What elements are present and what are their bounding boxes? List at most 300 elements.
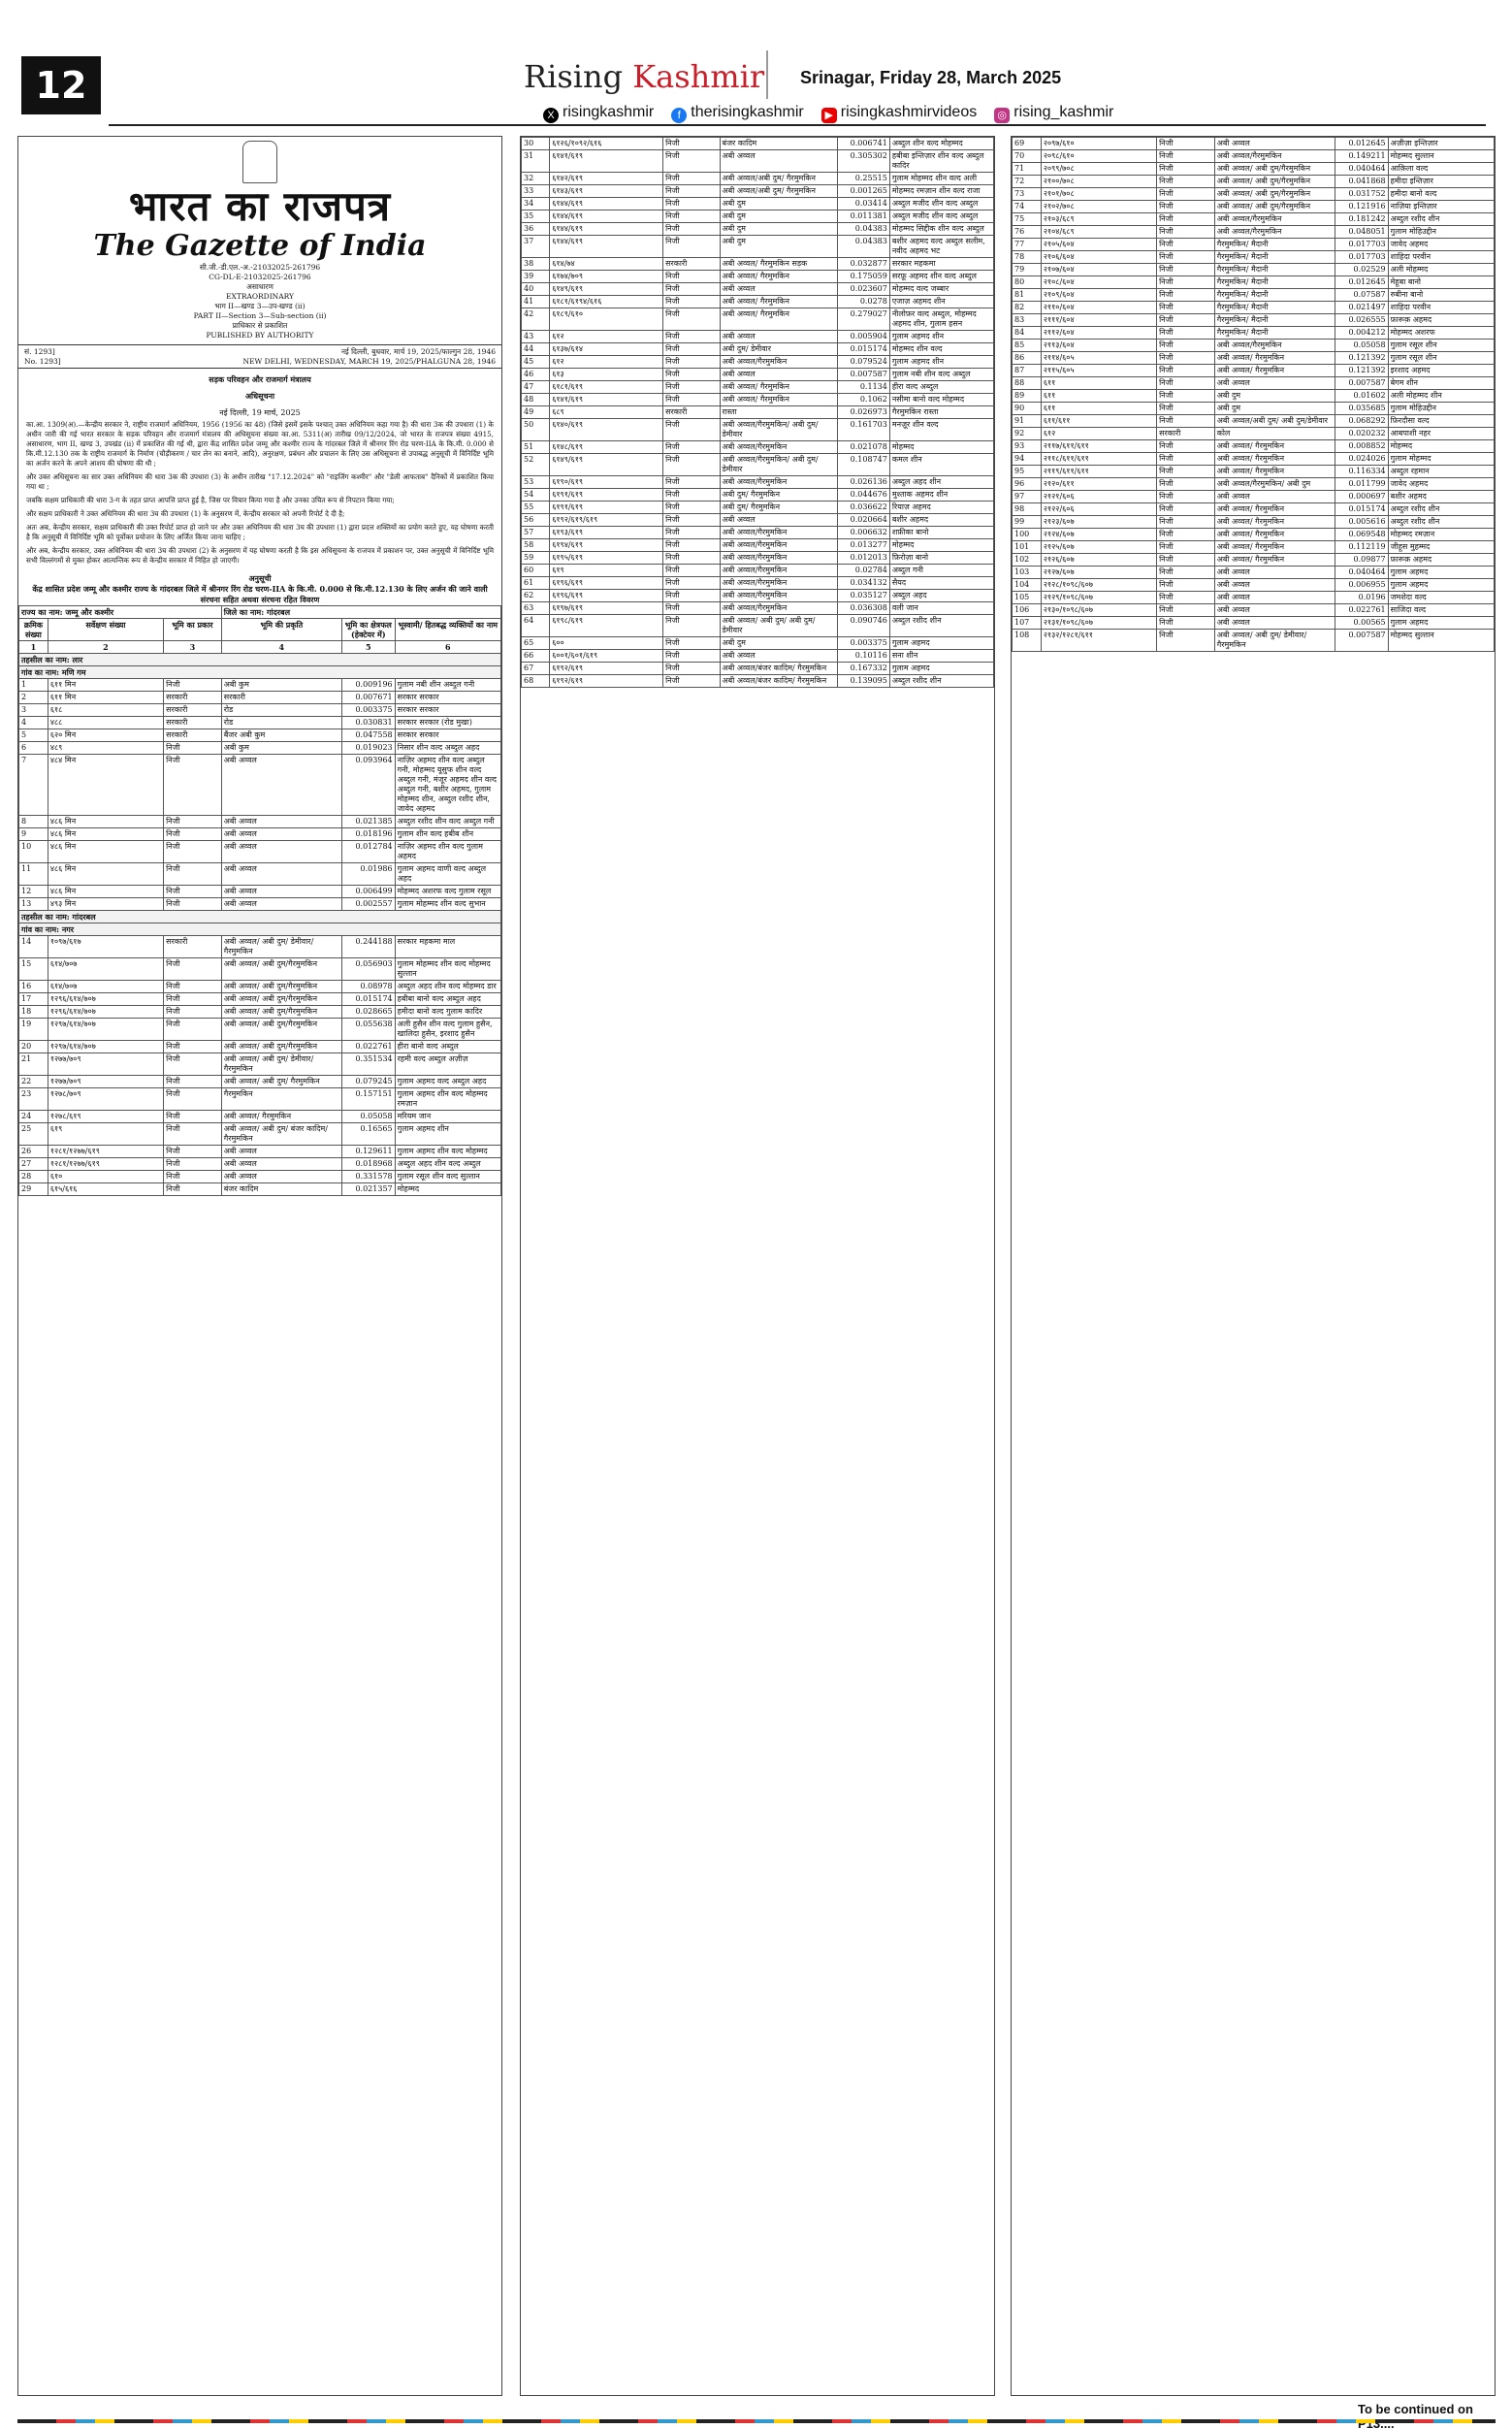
cell-owner: अब्दुल रहमान bbox=[1388, 466, 1494, 478]
social-youtube[interactable]: ▶ risingkashmirvideos bbox=[821, 104, 978, 123]
cell-serial: 70 bbox=[1013, 150, 1042, 163]
cell-area: 0.012784 bbox=[341, 841, 395, 863]
table-row bbox=[19, 816, 501, 828]
cell-area: 0.0278 bbox=[838, 296, 890, 308]
cell-land-type: निजी bbox=[1157, 314, 1215, 327]
cell-survey: २१०७/६०४ bbox=[1041, 264, 1156, 276]
cell-area: 0.05058 bbox=[1335, 340, 1388, 352]
cell-survey: ६१८ bbox=[48, 704, 163, 717]
cell-survey: ६११ bbox=[1041, 377, 1156, 390]
cell-land-nature: अबी अव्वल/ अबी दुम/गैरमुमकिन bbox=[221, 958, 341, 981]
table-row bbox=[1013, 478, 1495, 491]
cell-survey: ६११ bbox=[1041, 390, 1156, 403]
cell-land-nature: अबी अव्वल bbox=[1214, 617, 1335, 630]
district-label: जिले का नाम: गांदरबल bbox=[221, 606, 500, 619]
cell-owner: अब्दुल मजीद शीन वल्द अब्दुल bbox=[889, 211, 993, 223]
header-survey: सर्वेक्षण संख्या bbox=[48, 619, 163, 641]
table-row bbox=[19, 1019, 501, 1041]
cell-serial: 108 bbox=[1013, 630, 1042, 652]
cell-serial: 53 bbox=[522, 476, 550, 489]
cell-survey: ६१२६/१०९२/६१६ bbox=[550, 138, 663, 150]
cell-serial: 94 bbox=[1013, 453, 1042, 466]
table-row bbox=[522, 552, 994, 565]
cell-land-nature: अबी अव्वल/गैरमुमकिन/ अबी दुम/डेमीवार bbox=[720, 419, 838, 441]
cell-land-type: निजी bbox=[164, 1019, 222, 1041]
table-row bbox=[19, 936, 501, 958]
cell-serial: 91 bbox=[1013, 415, 1042, 428]
cell-land-type: निजी bbox=[663, 331, 720, 343]
table-row bbox=[1013, 327, 1495, 340]
cell-survey: २१२४/६०७ bbox=[1041, 529, 1156, 541]
cell-owner: नाज़िर अहमद शीन वल्द गुलाम अहमद bbox=[395, 841, 500, 863]
table-row bbox=[522, 236, 994, 258]
cell-land-nature: अबी अव्वल/गैरमुमकिन bbox=[720, 539, 838, 552]
cell-area: 0.035685 bbox=[1335, 403, 1388, 415]
cell-area: 0.116334 bbox=[1335, 466, 1388, 478]
cell-land-nature: अबी अव्वल bbox=[221, 1158, 341, 1171]
cell-serial: 32 bbox=[522, 173, 550, 185]
cell-survey: २१०५/६०४ bbox=[1041, 239, 1156, 251]
cell-survey: ४८८ bbox=[48, 717, 163, 729]
cell-land-type: निजी bbox=[164, 1111, 222, 1123]
cell-owner: गुलाम अहमद शीन bbox=[889, 356, 993, 369]
x-icon: X bbox=[543, 108, 559, 123]
dateline: Srinagar, Friday 28, March 2025 bbox=[800, 68, 1062, 87]
cell-owner: अब्दुल मजीद शीन वल्द अब्दुल bbox=[889, 198, 993, 211]
cell-land-nature: अबी अव्वल bbox=[221, 828, 341, 841]
national-emblem-icon bbox=[242, 141, 277, 183]
table-row bbox=[19, 755, 501, 816]
table-row bbox=[522, 271, 994, 283]
issue-date-english: NEW DELHI, WEDNESDAY, MARCH 19, 2025/PHALGUNA 28, 1946 bbox=[242, 357, 496, 366]
cell-serial: 99 bbox=[1013, 516, 1042, 529]
cell-area: 0.015174 bbox=[341, 993, 395, 1006]
cell-survey: २१२७/६०७ bbox=[1041, 567, 1156, 579]
cell-owner: रुबीना बानो bbox=[1388, 289, 1494, 302]
cell-survey: ६१३ bbox=[550, 369, 663, 381]
cell-serial: 51 bbox=[522, 441, 550, 454]
cell-area: 0.167332 bbox=[838, 663, 890, 675]
table-row bbox=[1013, 554, 1495, 567]
cell-serial: 5 bbox=[19, 729, 48, 742]
cell-survey: १२७७/७०९ bbox=[48, 1053, 163, 1076]
cell-land-nature: अबी अव्वल/गैरमुमकिन bbox=[1214, 150, 1335, 163]
cell-survey: ४८६ मिन bbox=[48, 863, 163, 886]
cell-land-type: निजी bbox=[1157, 213, 1215, 226]
cell-owner: मोहम्मद रमज़ान bbox=[1388, 529, 1494, 541]
cell-owner: अब्दुल रशीद शीन bbox=[1388, 516, 1494, 529]
cell-land-type: निजी bbox=[164, 816, 222, 828]
cell-serial: 2 bbox=[19, 692, 48, 704]
cell-owner: अब्दुल गनी bbox=[889, 565, 993, 577]
cell-land-type: निजी bbox=[164, 863, 222, 886]
cell-land-nature: अबी दुम bbox=[720, 198, 838, 211]
cell-survey: ६१९६/६१९ bbox=[550, 590, 663, 602]
cell-owner: अब्दुल शीन वल्द मोहम्मद bbox=[889, 138, 993, 150]
cell-survey: ६१० bbox=[48, 1171, 163, 1183]
cell-owner: मोहम्मद bbox=[889, 539, 993, 552]
tehsil-label: तहसील का नाम: गांदरबल bbox=[19, 911, 501, 923]
cell-serial: 69 bbox=[1013, 138, 1042, 150]
cell-land-type: निजी bbox=[164, 679, 222, 692]
cell-land-nature: अबी अव्वल/ अबी दुम/ डेमीवार/ गैरमुमकिन bbox=[221, 936, 341, 958]
cell-area: 0.012645 bbox=[1335, 138, 1388, 150]
table-row bbox=[522, 675, 994, 688]
cell-survey: २१०८/६०४ bbox=[1041, 276, 1156, 289]
cell-land-type: निजी bbox=[164, 993, 222, 1006]
cell-owner: गुलाम अहमद bbox=[889, 637, 993, 650]
table-row bbox=[1013, 213, 1495, 226]
cell-owner: अली हुसैन शीन वल्द गुलाम हुसैन, खालिदा हुसैन, इरशाद हुसैन bbox=[395, 1019, 500, 1041]
cell-owner: अब्दुल अहद शीन bbox=[889, 476, 993, 489]
table-row bbox=[1013, 365, 1495, 377]
cell-survey: २१२८/१०९८/६०७ bbox=[1041, 579, 1156, 592]
cell-land-nature: अबी अव्वल/ गैरमुमकिन bbox=[1214, 554, 1335, 567]
cell-owner: रहमी वल्द अब्दुल अज़ीज़ bbox=[395, 1053, 500, 1076]
cell-area: 0.044676 bbox=[838, 489, 890, 502]
cell-land-type: निजी bbox=[663, 552, 720, 565]
cell-survey: ६१९ bbox=[550, 565, 663, 577]
cell-land-nature: गैरमुमकिन/ मैदानी bbox=[1214, 276, 1335, 289]
paragraph-2: और उक्त अधिसूचना का सार उक्त अधिनियम की धारा 3क की उपधारा (3) के अधीन तारीख "17.12.2024" को "राइजिंग कश्मीर" और "डेली आफताब" दैनिकों में प्रकाशित किया गया था ; bbox=[26, 472, 494, 491]
cell-survey: २१२१/६०६ bbox=[1041, 491, 1156, 503]
cell-owner: हबीबा इन्तिज़ार शीन वल्द अब्दुल कादिर bbox=[889, 150, 993, 173]
cell-area: 0.121392 bbox=[1335, 365, 1388, 377]
cell-survey: ६१९२/६१९ bbox=[550, 675, 663, 688]
cell-survey: ६१४४/६१९ bbox=[550, 198, 663, 211]
cell-land-type: निजी bbox=[1157, 176, 1215, 188]
cell-area: 0.05058 bbox=[341, 1111, 395, 1123]
cell-survey: ६१९१/६१९ bbox=[550, 502, 663, 514]
cell-land-type: निजी bbox=[1157, 352, 1215, 365]
cell-land-nature: अबी अव्वल/ गैरमुमकिन bbox=[1214, 541, 1335, 554]
header-land-type: भूमि का प्रकार bbox=[164, 619, 222, 641]
cell-serial: 84 bbox=[1013, 327, 1042, 340]
table-row bbox=[19, 742, 501, 755]
cell-serial: 25 bbox=[19, 1123, 48, 1146]
cell-land-nature: गैरमुमकिन/ मैदानी bbox=[1214, 302, 1335, 314]
cell-land-type: निजी bbox=[164, 1006, 222, 1019]
cell-area: 0.139095 bbox=[838, 675, 890, 688]
cell-area: 0.090746 bbox=[838, 615, 890, 637]
cell-land-type: निजी bbox=[1157, 163, 1215, 176]
cell-owner: मोहम्मद bbox=[1388, 440, 1494, 453]
cell-land-type: निजी bbox=[663, 150, 720, 173]
cell-owner: अज़ीज़ा इन्तिज़ार bbox=[1388, 138, 1494, 150]
cell-owner: अब्दुल रशीद शीन bbox=[1388, 503, 1494, 516]
cell-owner: इरशाद अहमद bbox=[1388, 365, 1494, 377]
cell-land-nature: अबी अव्वल bbox=[221, 1171, 341, 1183]
cell-serial: 40 bbox=[522, 283, 550, 296]
paragraph-6: और अब, केन्द्रीय सरकार, उक्त अधिनियम की धारा 3घ की उपधारा (2) के अनुसरण में यह घोषणा करती है कि इस अधिसूचना के राजपत्र में प्रकाशन पर, उक्त अनुसूची में विनिर्दिष्ट भूमि सभी विल्लंगमों से मुक्त होकर आत्यन्तिक रूप से केन्द्रीय सरकार में निहित हो जाएगी। bbox=[26, 546, 494, 565]
cell-land-type: निजी bbox=[1157, 579, 1215, 592]
cell-land-nature: अबी अव्वल bbox=[720, 331, 838, 343]
column-2 bbox=[520, 136, 995, 2396]
cell-area: 0.00565 bbox=[1335, 617, 1388, 630]
cell-land-nature: अबी अव्वल/ अबी दुम/गैरमुमकिन bbox=[1214, 201, 1335, 213]
cell-survey: ६०० bbox=[550, 637, 663, 650]
table-row bbox=[522, 150, 994, 173]
cell-serial: 4 bbox=[19, 717, 48, 729]
cell-serial: 87 bbox=[1013, 365, 1042, 377]
social-instagram[interactable]: ◎ rising_kashmir bbox=[994, 104, 1113, 123]
cell-survey: २१२०/६११ bbox=[1041, 478, 1156, 491]
cell-land-type: निजी bbox=[663, 394, 720, 406]
brand-part1: Rising bbox=[524, 58, 624, 95]
cell-area: 0.244188 bbox=[341, 936, 395, 958]
cell-land-nature: अबी अव्वल/ गैरमुमकिन सड़क bbox=[720, 258, 838, 271]
cell-land-type: निजी bbox=[164, 1183, 222, 1196]
cell-survey: ६११ मिन bbox=[48, 692, 163, 704]
cell-land-nature: अबी अव्वल/गैरमुमकिन bbox=[720, 577, 838, 590]
cell-area: 0.015174 bbox=[1335, 503, 1388, 516]
cell-land-nature: अबी अव्वल/ गैरमुमकिन bbox=[1214, 529, 1335, 541]
cell-serial: 49 bbox=[522, 406, 550, 419]
cell-serial: 38 bbox=[522, 258, 550, 271]
table-row bbox=[522, 356, 994, 369]
cell-serial: 96 bbox=[1013, 478, 1042, 491]
registration-hindi: सी.जी.-डी.एल.-अ.-21032025-261796 bbox=[199, 263, 321, 272]
cell-land-nature: अबी अव्वल/ अबी दुम/ बंजर कादिम/ गैरमुमकिन bbox=[221, 1123, 341, 1146]
cell-survey: २११४/६०५ bbox=[1041, 352, 1156, 365]
cell-survey: २१०६/६०४ bbox=[1041, 251, 1156, 264]
gazette-title-english: The Gazette of India bbox=[93, 229, 427, 263]
cell-area: 0.012645 bbox=[1335, 276, 1388, 289]
table-row bbox=[1013, 201, 1495, 213]
cell-area: 0.068292 bbox=[1335, 415, 1388, 428]
table-row bbox=[522, 381, 994, 394]
table-row bbox=[522, 663, 994, 675]
cell-land-nature: सरकारी bbox=[221, 692, 341, 704]
cell-land-nature: अबी अव्वल/ अबी दुम/गैरमुमकिन bbox=[221, 1019, 341, 1041]
cell-survey: २११०/६०४ bbox=[1041, 302, 1156, 314]
cell-area: 0.006499 bbox=[341, 886, 395, 898]
cell-land-nature: अबी अव्वल/ गैरमुमकिन bbox=[1214, 503, 1335, 516]
cell-serial: 43 bbox=[522, 331, 550, 343]
cell-serial: 47 bbox=[522, 381, 550, 394]
table-row bbox=[19, 692, 501, 704]
cell-area: 0.069548 bbox=[1335, 529, 1388, 541]
schedule-table-col3 bbox=[1012, 137, 1495, 652]
cell-land-type: निजी bbox=[663, 565, 720, 577]
table-row bbox=[522, 590, 994, 602]
cell-owner: गुलाम मोहिउद्दीन bbox=[1388, 403, 1494, 415]
cell-serial: 98 bbox=[1013, 503, 1042, 516]
table-row bbox=[1013, 466, 1495, 478]
cell-land-nature: अबी अव्वल/गैरमुमकिन bbox=[720, 590, 838, 602]
cell-serial: 85 bbox=[1013, 340, 1042, 352]
cell-owner: सरकार महकमा माल bbox=[395, 936, 500, 958]
cell-serial: 11 bbox=[19, 863, 48, 886]
cell-survey: ६११ मिन bbox=[48, 679, 163, 692]
cell-land-nature: बंजर कादिम bbox=[221, 1183, 341, 1196]
cell-owner: साजिदा वल्द bbox=[1388, 604, 1494, 617]
notification-title: अधिसूचना bbox=[244, 391, 275, 401]
cell-serial: 31 bbox=[522, 150, 550, 173]
cell-land-nature: अबी अव्वल/गैरमुमकिन bbox=[720, 476, 838, 489]
cell-area: 0.034132 bbox=[838, 577, 890, 590]
cell-owner: गुलाम अहमद वल्द अब्दुल अहद bbox=[395, 1076, 500, 1088]
cell-survey: ६१९२/६१९ bbox=[550, 663, 663, 675]
cell-area: 0.055638 bbox=[341, 1019, 395, 1041]
cell-land-type: निजी bbox=[164, 1158, 222, 1171]
cell-area: 0.021497 bbox=[1335, 302, 1388, 314]
cell-land-nature: अबी अव्वल bbox=[221, 898, 341, 911]
cell-land-type: निजी bbox=[663, 236, 720, 258]
cell-area: 0.021078 bbox=[838, 441, 890, 454]
table-row bbox=[19, 704, 501, 717]
cell-land-type: निजी bbox=[1157, 466, 1215, 478]
cell-owner: सरकार सरकार bbox=[395, 729, 500, 742]
cell-land-nature: अबी अव्वल/ अबी दुम/ डेमीवार/ गैरमुमकिन bbox=[221, 1053, 341, 1076]
cell-land-nature: गैरमुमकिन/ मैदानी bbox=[1214, 289, 1335, 302]
cell-serial: 66 bbox=[522, 650, 550, 663]
cell-area: 0.020232 bbox=[1335, 428, 1388, 440]
cell-owner: गुलाम अहमद bbox=[1388, 579, 1494, 592]
cell-area: 0.031752 bbox=[1335, 188, 1388, 201]
part-hindi: भाग II—खण्ड 3—उप-खण्ड (ii) bbox=[214, 302, 306, 310]
youtube-icon: ▶ bbox=[821, 108, 837, 123]
cell-serial: 65 bbox=[522, 637, 550, 650]
cell-owner: रियाज़ अहमद bbox=[889, 502, 993, 514]
schedule-table-col2 bbox=[521, 137, 994, 688]
cell-serial: 89 bbox=[1013, 390, 1042, 403]
cell-land-nature: अबी अव्वल bbox=[1214, 138, 1335, 150]
header-num: 1 bbox=[19, 641, 48, 654]
cell-land-type: निजी bbox=[663, 283, 720, 296]
cell-area: 0.017703 bbox=[1335, 239, 1388, 251]
state-label: राज्य का नाम: जम्मू और कश्मीर bbox=[19, 606, 222, 619]
cell-survey: ६१९५/६१९ bbox=[550, 552, 663, 565]
cell-serial: 14 bbox=[19, 936, 48, 958]
masthead-rule bbox=[109, 124, 1486, 126]
cell-survey: ६११/६११ bbox=[1041, 415, 1156, 428]
cell-land-nature: अबी दुम/ गैरमुमकिन bbox=[720, 489, 838, 502]
table-row bbox=[522, 258, 994, 271]
cell-area: 0.079524 bbox=[838, 356, 890, 369]
cell-serial: 12 bbox=[19, 886, 48, 898]
social-facebook[interactable]: f therisingkashmir bbox=[671, 104, 803, 123]
cell-owner: मोहम्मद अशरफ bbox=[1388, 327, 1494, 340]
cell-owner: मनज़ूर शीन वल्द bbox=[889, 419, 993, 441]
cell-land-nature: गैरमुमकिन/ मैदानी bbox=[1214, 314, 1335, 327]
cell-serial: 15 bbox=[19, 958, 48, 981]
cell-owner: अब्दुल रशीद शीन bbox=[1388, 213, 1494, 226]
cell-area: 0.129611 bbox=[341, 1146, 395, 1158]
cell-land-nature: कोल bbox=[1214, 428, 1335, 440]
cell-area: 0.007587 bbox=[1335, 630, 1388, 652]
cell-land-type: निजी bbox=[164, 1053, 222, 1076]
cell-land-nature: गैरमुमकिन/ मैदानी bbox=[1214, 264, 1335, 276]
cell-area: 0.026973 bbox=[838, 406, 890, 419]
cell-land-nature: अबी अव्वल bbox=[1214, 567, 1335, 579]
schedule-table-col1 bbox=[18, 605, 501, 1196]
cell-owner: मोहम्मद सुल्तान bbox=[1388, 630, 1494, 652]
cell-land-type: निजी bbox=[164, 1076, 222, 1088]
cell-area: 0.009196 bbox=[341, 679, 395, 692]
cell-land-nature: अबी अव्वल/ गैरमुमकिन bbox=[1214, 352, 1335, 365]
cell-owner: आक़िला वल्द bbox=[1388, 163, 1494, 176]
cell-serial: 57 bbox=[522, 527, 550, 539]
cell-area: 0.079245 bbox=[341, 1076, 395, 1088]
cell-serial: 22 bbox=[19, 1076, 48, 1088]
page-number: 12 bbox=[21, 56, 101, 114]
cell-serial: 33 bbox=[522, 185, 550, 198]
cell-owner: गैरमुमकिन रास्ता bbox=[889, 406, 993, 419]
cell-land-type: निजी bbox=[164, 898, 222, 911]
cell-land-type: सरकारी bbox=[164, 692, 222, 704]
cell-survey: २१००/७०८ bbox=[1041, 176, 1156, 188]
cell-land-type: निजी bbox=[663, 271, 720, 283]
cell-serial: 44 bbox=[522, 343, 550, 356]
cell-serial: 68 bbox=[522, 675, 550, 688]
cell-owner: मेहूबा बानो bbox=[1388, 276, 1494, 289]
table-row bbox=[1013, 163, 1495, 176]
gazette-title-hindi: भारत का राजपत्र bbox=[128, 182, 392, 230]
cell-survey: ६१९३/६१९ bbox=[550, 527, 663, 539]
cell-serial: 77 bbox=[1013, 239, 1042, 251]
cell-land-nature: अबी अव्वल/ गैरमुमकिन bbox=[1214, 516, 1335, 529]
cell-area: 0.007587 bbox=[1335, 377, 1388, 390]
cell-owner: अली मोहम्मद शीन bbox=[1388, 390, 1494, 403]
cell-owner: सरकार महकमा bbox=[889, 258, 993, 271]
cell-owner: गुलाम रसूल शीन bbox=[1388, 340, 1494, 352]
cell-land-type: निजी bbox=[164, 1146, 222, 1158]
cell-land-type: निजी bbox=[1157, 251, 1215, 264]
paragraph-4: और सक्षम प्राधिकारी ने उक्त अधिनियम की धारा 3घ की उपधारा (1) के अनुसरण में, केन्द्रीय सरकार को अपनी रिपोर्ट दे दी है; bbox=[26, 509, 345, 518]
place-date: नई दिल्ली, 19 मार्च, 2025 bbox=[219, 408, 301, 417]
cell-land-type: निजी bbox=[663, 527, 720, 539]
cell-serial: 37 bbox=[522, 236, 550, 258]
cell-land-type: निजी bbox=[663, 369, 720, 381]
cell-survey: ४८६ मिन bbox=[48, 816, 163, 828]
social-x[interactable]: X risingkashmir bbox=[543, 104, 654, 123]
cell-survey: ६१४१/६१९ bbox=[550, 394, 663, 406]
cell-owner: बेगम शीन bbox=[1388, 377, 1494, 390]
cell-survey: १२८१/१२७७/६१९ bbox=[48, 1146, 163, 1158]
cell-land-nature: अबी अव्वल/ गैरमुमकिन bbox=[1214, 453, 1335, 466]
cell-area: 0.018968 bbox=[341, 1158, 395, 1171]
cell-serial: 74 bbox=[1013, 201, 1042, 213]
cell-land-type: निजी bbox=[1157, 592, 1215, 604]
cell-serial: 73 bbox=[1013, 188, 1042, 201]
cell-survey: ४८६ मिन bbox=[48, 828, 163, 841]
cell-land-type: निजी bbox=[663, 615, 720, 637]
cell-survey: ६१९१/६१९ bbox=[550, 489, 663, 502]
cell-serial: 8 bbox=[19, 816, 48, 828]
cell-serial: 63 bbox=[522, 602, 550, 615]
table-row bbox=[1013, 289, 1495, 302]
cell-owner: नाज़िया इन्तिज़ार bbox=[1388, 201, 1494, 213]
cell-owner: वली जान bbox=[889, 602, 993, 615]
cell-survey: २१०३/६८९ bbox=[1041, 213, 1156, 226]
cell-land-type: निजी bbox=[164, 886, 222, 898]
header-num: 2 bbox=[48, 641, 163, 654]
cell-land-type: निजी bbox=[164, 755, 222, 816]
issue-no-english: No. 1293] bbox=[24, 357, 61, 366]
table-row bbox=[1013, 302, 1495, 314]
cell-area: 0.011799 bbox=[1335, 478, 1388, 491]
cell-land-nature: अबी अव्वल/ अबी दुम/ अबी दुम/डेमीवार bbox=[720, 615, 838, 637]
cell-land-nature: अबी अव्वल/गैरमुमकिन bbox=[720, 356, 838, 369]
cell-land-nature: अबी अव्वल bbox=[720, 650, 838, 663]
cell-area: 0.036622 bbox=[838, 502, 890, 514]
cell-land-nature: अबी दुम bbox=[1214, 390, 1335, 403]
table-row bbox=[522, 369, 994, 381]
cell-owner: नसीमा बानो वल्द मोहम्मद bbox=[889, 394, 993, 406]
cell-land-nature: अबी अव्वल/ अबी दुम/गैरमुमकिन bbox=[1214, 176, 1335, 188]
cell-land-nature: अबी दुम bbox=[720, 211, 838, 223]
